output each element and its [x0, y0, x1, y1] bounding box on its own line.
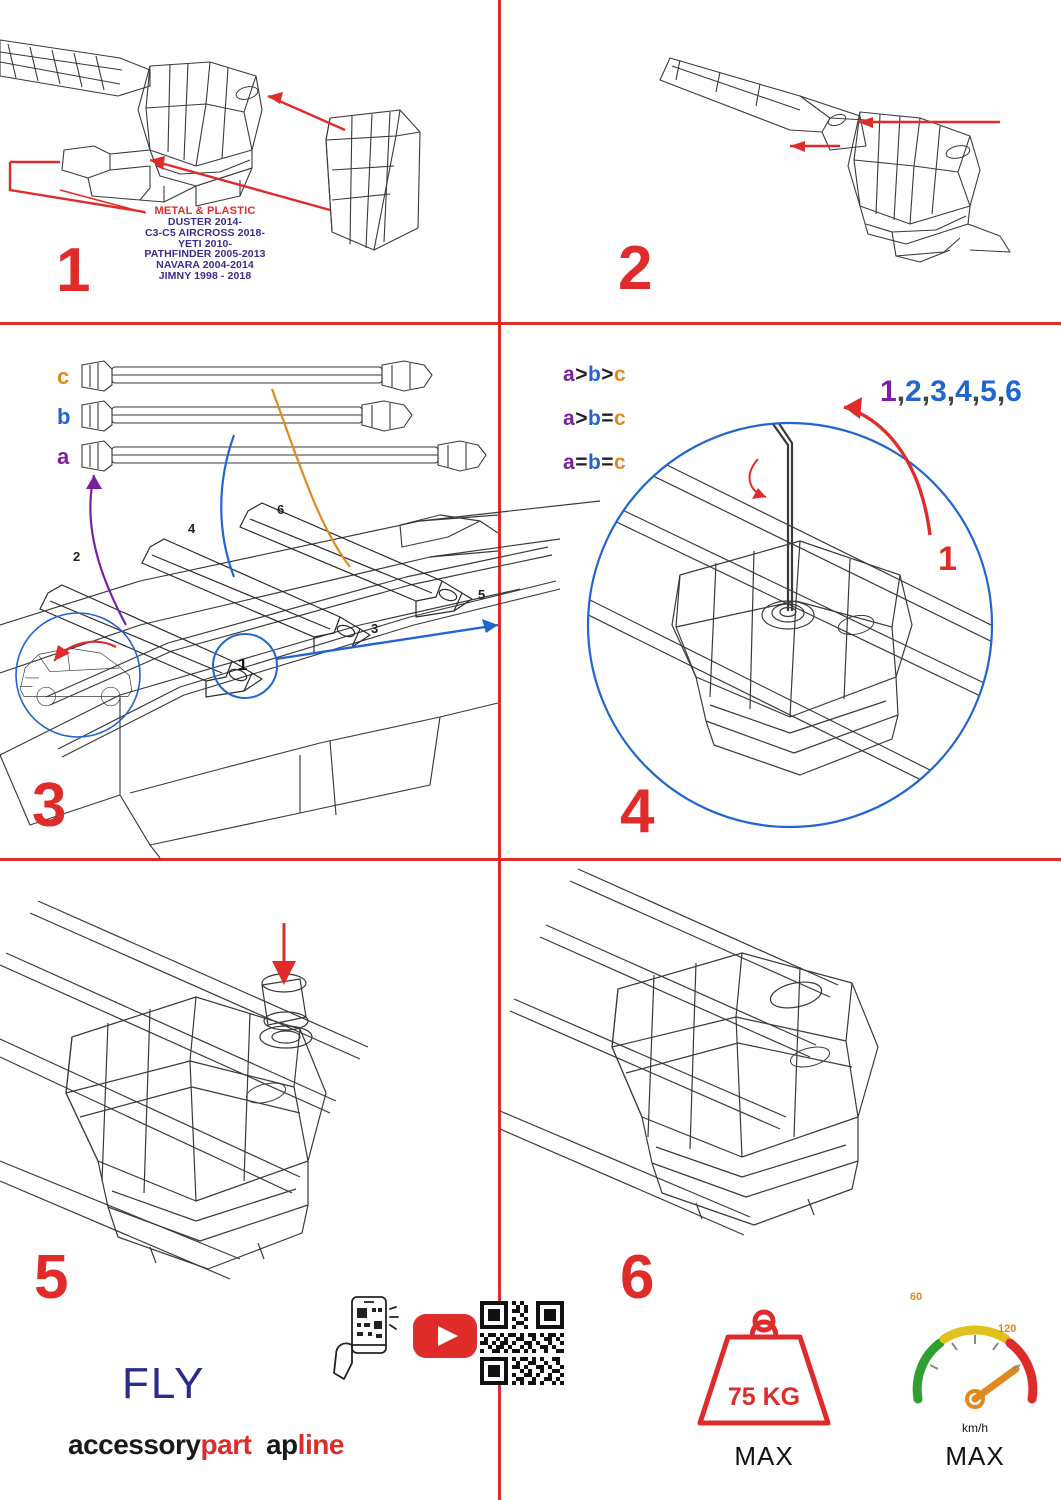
eq0-op1: >	[575, 363, 588, 386]
step-1-vehicle-list	[95, 206, 315, 281]
callout-5: 5	[478, 587, 486, 602]
seq-sep-1: ,	[896, 375, 906, 408]
gauge-min-label: 60	[910, 1291, 923, 1303]
step-number-6: 6	[620, 1243, 654, 1312]
eq2-c: c	[614, 451, 627, 474]
step-3-illustration	[0, 325, 498, 858]
brand-fly: FLY	[122, 1359, 206, 1408]
step-5-panel	[0, 861, 498, 1500]
step-number-5: 5	[34, 1243, 68, 1312]
brand-accessory: accessory	[68, 1429, 201, 1460]
callout-1: 1	[238, 655, 248, 674]
seq-5: 5	[980, 375, 997, 408]
vehicle-5: JIMNY 1998 - 2018	[158, 269, 252, 282]
eq1-op1: >	[575, 407, 588, 430]
eq1-a: a	[563, 407, 576, 430]
seq-sep-3: ,	[946, 375, 956, 408]
gauge-max-label: 120	[998, 1323, 1017, 1335]
brand-line	[68, 1429, 344, 1461]
bar-label-c: c	[57, 364, 70, 389]
eq2-b: b	[587, 451, 602, 474]
seq-1: 1	[880, 375, 897, 408]
callout-3: 3	[371, 621, 379, 636]
max-load-value: 75 KG	[727, 1383, 801, 1411]
seq-3: 3	[930, 375, 947, 408]
seq-sep-2: ,	[921, 375, 931, 408]
torque-step-number: 1	[938, 540, 957, 578]
step-6-panel	[500, 861, 1061, 1500]
callout-6: 6	[277, 502, 285, 517]
eq1-c: c	[614, 407, 627, 430]
step-6-illustration	[500, 861, 1061, 1281]
step-number-2: 2	[618, 234, 652, 303]
vehicle-3: PATHFINDER 2005-2013	[144, 248, 266, 261]
eq0-c: c	[614, 363, 627, 386]
eq0-a: a	[563, 363, 576, 386]
eq2-op2: =	[601, 451, 615, 474]
step-number-4: 4	[620, 777, 654, 846]
speed-unit-label: km/h	[961, 1421, 988, 1435]
max-load-label: MAX	[734, 1441, 794, 1471]
step-5-illustration	[0, 861, 498, 1281]
seq-sep-4: ,	[971, 375, 981, 408]
bar-label-a: a	[57, 444, 70, 469]
brand-part: part	[200, 1429, 252, 1460]
vehicle-1: C3-C5 AIRCROSS 2018-	[144, 226, 266, 239]
seq-4: 4	[955, 375, 972, 408]
step-2-panel	[500, 0, 1061, 322]
vehicle-0: DUSTER 2014-	[167, 216, 243, 229]
eq1-b: b	[587, 407, 602, 430]
step-4-panel	[500, 325, 1061, 858]
metal-plastic-heading: METAL & PLASTIC	[154, 205, 256, 217]
tighten-sequence	[880, 375, 1022, 409]
vehicle-4: NAVARA 2004-2014	[156, 259, 254, 272]
eq0-b: b	[587, 363, 602, 386]
step-3-panel	[0, 325, 627, 858]
brand-ap: ap	[265, 1429, 298, 1460]
eq2-a: a	[563, 451, 576, 474]
step-2-illustration	[500, 0, 1061, 322]
eq1-op2: =	[601, 407, 615, 430]
seq-2: 2	[905, 375, 922, 408]
seq-6: 6	[1005, 375, 1022, 408]
brand-line-word: line	[297, 1429, 344, 1460]
phone-scan-icon	[330, 1293, 410, 1383]
max-speed-label: MAX	[945, 1441, 1005, 1471]
youtube-icon[interactable]	[412, 1313, 478, 1359]
bar-label-b: b	[57, 404, 71, 429]
eq2-op1: =	[575, 451, 588, 474]
seq-sep-5: ,	[996, 375, 1006, 408]
callout-2: 2	[73, 549, 81, 564]
step-number-3: 3	[32, 771, 66, 840]
step-1-panel	[0, 0, 498, 322]
step-number-1: 1	[56, 236, 90, 305]
vehicle-2: YETI 2010-	[177, 237, 233, 250]
eq0-op2: >	[601, 363, 615, 386]
max-speed-icon	[900, 1303, 1050, 1423]
callout-4: 4	[188, 521, 196, 536]
